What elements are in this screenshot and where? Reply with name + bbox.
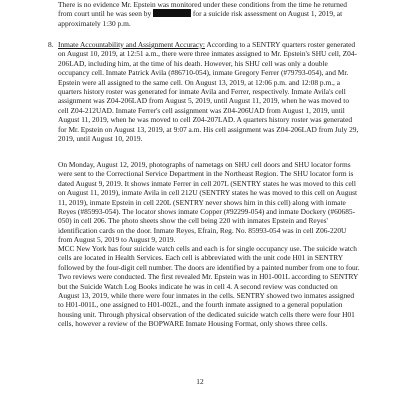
- section-8-number: 8.: [48, 40, 54, 49]
- section-8-heading: Inmate Accountability and Assignment Accuracy:: [58, 40, 205, 49]
- locator-forms-paragraph: On Monday, August 12, 2019, photographs of nametags on SHU cell doors and SHU locator forms were sent to the Correctional Service Department in the Northeast Region. The SHU locator form is dated August 9, 2019. It shows inmate Ferrer in cell 207L (SENTRY states he was moved to this cell on August 11, 2019), inmate Avila in cell 212U (SENTRY states he was moved to this cell on August 11, 2019), inmate Epstein in cell 220L (SENTRY never shows him in this cell) along with inmate Reyes (#85993-054). The locator shows inmate Copper (#92299-054) and inmate Dockery (#60685-050) in cell 206. The photo sheets show the cell being 220 with inmates Epstein and Reyes' identification cards on the door. Inmate Reyes, Efrain, Reg. No. 85993-054 was in cell Z06-220U from August 5, 2019 to August 9, 2019.: [58, 160, 358, 245]
- section-8-body: According to a SENTRY quarters roster generated on August 10, 2019, at 12:51 a.m., there were three inmates assigned to Mr. Epstein's SHU cell, Z04-206LAD, including him, at the time of his death. However, his SHU cell was only a double occupancy cell. Inmate Patrick Avila (#86710-054), inmate Gregory Ferrer (#79793-054), and Mr. Epstein were all assigned to the same cell. On August 13, 2019, at 12:06 p.m. and 12:08 p.m., a quarters history roster was generated for inmate Avila and Ferrer, respectively. Inmate Avila's cell assignment was Z04-206LAD from August 5, 2019, until August 11, 2019, when he was moved to cell Z04-212UAD. Inmate Ferrer's cell assignment was Z04-206UAD from August 1, 2019, until August 11, 2019, when he was moved to cell Z04-207LAD. A quarters history roster was generated for Mr. Epstein on August 13, 2019, at 9:07 a.m. His cell assignment was Z04-206LAD from July 29, 2019, until August 10, 2019.: [58, 40, 359, 144]
- redaction-block: [153, 9, 191, 17]
- section-8-paragraph: [48, 40, 360, 144]
- page-number: 12: [196, 377, 204, 386]
- continuation-paragraph: [58, 0, 360, 28]
- continuation-text-part1: There is no evidence Mr. Epstein was monitored under these conditions from the time he returned from court until he was seen by: [58, 0, 347, 19]
- continuation-text-part2: for a suicide risk assessment on August 1, 2019, at approximately 1:30 p.m.: [58, 9, 343, 28]
- suicide-watch-cells-paragraph: MCC New York has four suicide watch cells and each is for single occupancy use. The suicide watch cells are located in Health Services. Each cell is abbreviated with the unit code H01 in SENTRY followed by the four-digit cell number. The doors are identified by a painted number from one to four. Two reviews were conducted. The first revealed Mr. Epstein was in H01-001L according to SENTRY but the Suicide Watch Log Books indicate he was in cell 4. A second review was conducted on August 13, 2019, while there were four inmates in the cells. SENTRY showed two inmates assigned to H01-001L, one assigned to H01-002L, and the fourth inmate assigned to a general population housing unit. Through physical observation of the dedicated suicide watch cells there were four H01 cells, however a review of the BOPWARE Inmate Housing Format, only shows three cells.: [58, 244, 360, 329]
